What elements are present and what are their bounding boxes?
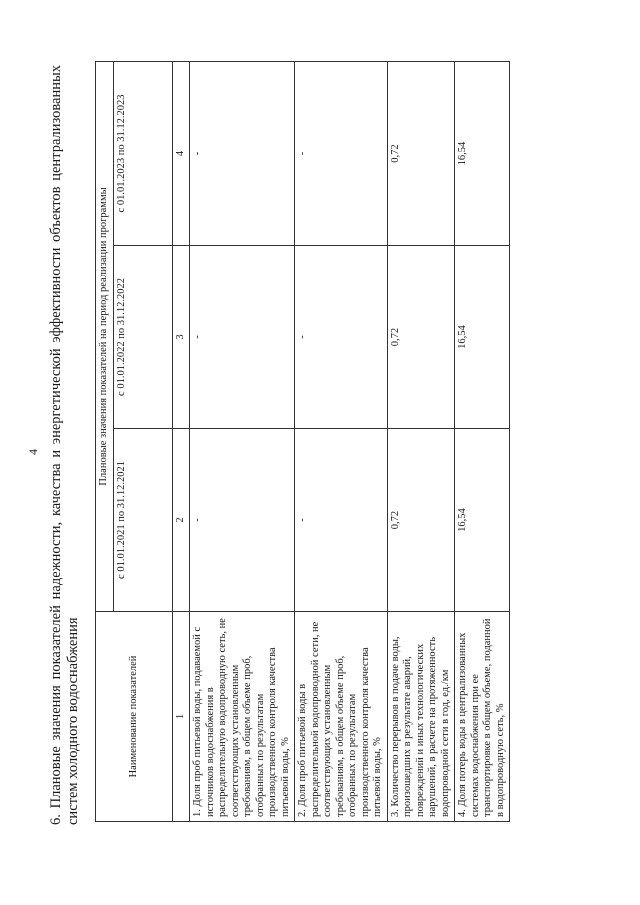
row-name: 3. Количество перерывов в подаче воды, произошедших в результате аварий, повреждений и иных технологических нарушений, в расчете на протяженность водопроводной сети в год, ед./км xyxy=(387,612,455,822)
column-number: 1 xyxy=(172,612,190,822)
table-row xyxy=(387,61,455,821)
group-header: Плановые значения показателей на период реализации программы xyxy=(96,61,114,611)
column-number-row xyxy=(172,61,190,821)
row-value: - xyxy=(190,61,295,245)
row-value: 0,72 xyxy=(387,429,455,612)
row-name: 2. Доля проб питьевой воды в распределительной водопроводной сети, не соответствующих установленным требованиям, в общем объеме проб, отобранных по результатам производственного контроля качества питьевой воды, % xyxy=(295,612,388,822)
indicators-table xyxy=(95,61,510,822)
section-heading: 6. Плановые значения показателей надежности, качества и энергетической эффективности объектов централизованных систем холодного водоснабжения xyxy=(48,65,81,825)
period-2022: с 01.01.2022 по 31.12.2022 xyxy=(113,246,172,429)
column-number: 4 xyxy=(172,61,190,245)
rotated-page xyxy=(20,27,620,877)
row-value: - xyxy=(295,246,388,429)
table-row xyxy=(295,61,388,821)
period-2023: с 01.01.2023 по 31.12.2023 xyxy=(113,61,172,245)
table-header-row xyxy=(96,61,114,821)
page-number: 4 xyxy=(26,449,40,455)
row-name: 4. Доля потерь воды в централизованных системах водоснабжения при ее транспортировке в общем объеме, поданной в водопроводную сеть, % xyxy=(455,612,510,822)
row-value: 16,54 xyxy=(455,246,510,429)
column-number: 2 xyxy=(172,429,190,612)
row-value: 0,72 xyxy=(387,61,455,245)
row-value: 16,54 xyxy=(455,61,510,245)
row-value: - xyxy=(190,246,295,429)
row-value: 0,72 xyxy=(387,246,455,429)
row-value: 16,54 xyxy=(455,429,510,612)
column-number: 3 xyxy=(172,246,190,429)
row-value: - xyxy=(295,429,388,612)
row-value: - xyxy=(295,61,388,245)
col-name-header: Наименование показателей xyxy=(96,612,173,822)
row-value: - xyxy=(190,429,295,612)
table-row xyxy=(190,61,295,821)
row-name: 1. Доля проб питьевой воды, подаваемой с источников водоснабжения в распределительную водопроводную сеть, не соответствующих установленным требованиям, в общем объеме проб, отобранных по результатам производственного контроля качества питьевой воды, % xyxy=(190,612,295,822)
period-2021: с 01.01.2021 по 31.12.2021 xyxy=(113,429,172,612)
table-row xyxy=(455,61,510,821)
